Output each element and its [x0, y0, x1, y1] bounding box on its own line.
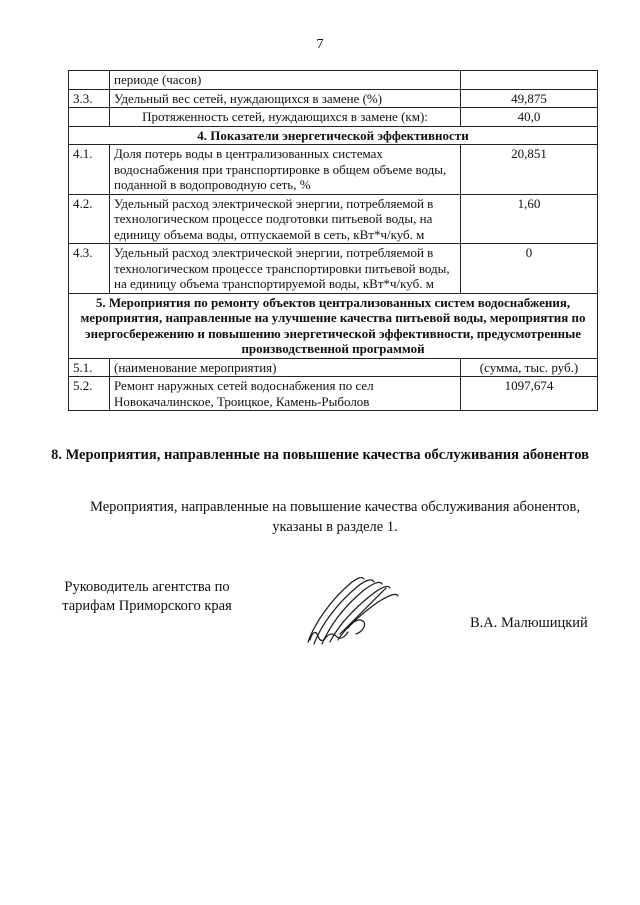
table-row	[69, 89, 598, 108]
row-number: 4.1.	[69, 145, 110, 195]
row-number	[69, 71, 110, 90]
row-value: 40,0	[461, 108, 598, 127]
table-row	[69, 71, 598, 90]
section-8-text: Мероприятия, направленные на повышение качества обслуживания абонентов, указаны в разделе 1.	[90, 499, 580, 535]
signer-title: Руководитель агентства по тарифам Приморского края	[62, 579, 232, 614]
page-number: 7	[316, 37, 324, 52]
row-number	[69, 108, 110, 127]
row-label: Ремонт наружных сетей водоснабжения по сел Новокачалинское, Троицкое, Камень-Рыболов	[110, 377, 461, 411]
row-value: 20,851	[461, 145, 598, 195]
row-label: Протяженность сетей, нуждающихся в замене (км):	[110, 108, 461, 127]
row-number: 4.2.	[69, 194, 110, 244]
row-value: 0	[461, 244, 598, 294]
row-label: периоде (часов)	[110, 71, 461, 90]
signature-image	[300, 570, 410, 650]
row-label: Удельный расход электрической энергии, потребляемой в технологическом процессе транспортировки питьевой воды, на единицу объема транспортируемой воды, кВт*ч/куб. м	[110, 244, 461, 294]
row-label: Удельный вес сетей, нуждающихся в замене (%)	[110, 89, 461, 108]
row-number: 3.3.	[69, 89, 110, 108]
table-row	[69, 145, 598, 195]
row-label: (наименование мероприятия)	[110, 358, 461, 377]
row-number: 5.2.	[69, 377, 110, 411]
row-value	[461, 71, 598, 90]
table-row	[69, 108, 598, 127]
section-8-heading: 8. Мероприятия, направленные на повышение качества обслуживания абонентов	[51, 447, 589, 463]
table-row	[69, 244, 598, 294]
row-value: 49,875	[461, 89, 598, 108]
table-row	[69, 377, 598, 411]
indicators-table	[68, 70, 598, 411]
table-row	[69, 358, 598, 377]
row-value: 1,60	[461, 194, 598, 244]
section-4-header: 4. Показатели энергетической эффективности	[69, 126, 598, 145]
row-label: Доля потерь воды в централизованных системах водоснабжения при транспортировке в общем объеме воды, поданной в водопроводную сеть, %	[110, 145, 461, 195]
row-label: Удельный расход электрической энергии, потребляемой в технологическом процессе подготовки питьевой воды, на единицу объема воды, отпускаемой в сеть, кВт*ч/куб. м	[110, 194, 461, 244]
section-5-header: 5. Мероприятия по ремонту объектов централизованных систем водоснабжения, мероприятия, направленные на улучшение качества питьевой воды, мероприятия по энергосбережению и повышению энергетической эффективности, предусмотренные производственной программой	[69, 293, 598, 358]
row-number: 4.3.	[69, 244, 110, 294]
row-value: (сумма, тыс. руб.)	[461, 358, 598, 377]
row-value: 1097,674	[461, 377, 598, 411]
section-header-row	[69, 126, 598, 145]
signer-name: В.А. Малюшицкий	[470, 615, 588, 631]
table-row	[69, 194, 598, 244]
row-number: 5.1.	[69, 358, 110, 377]
section-header-row	[69, 293, 598, 358]
